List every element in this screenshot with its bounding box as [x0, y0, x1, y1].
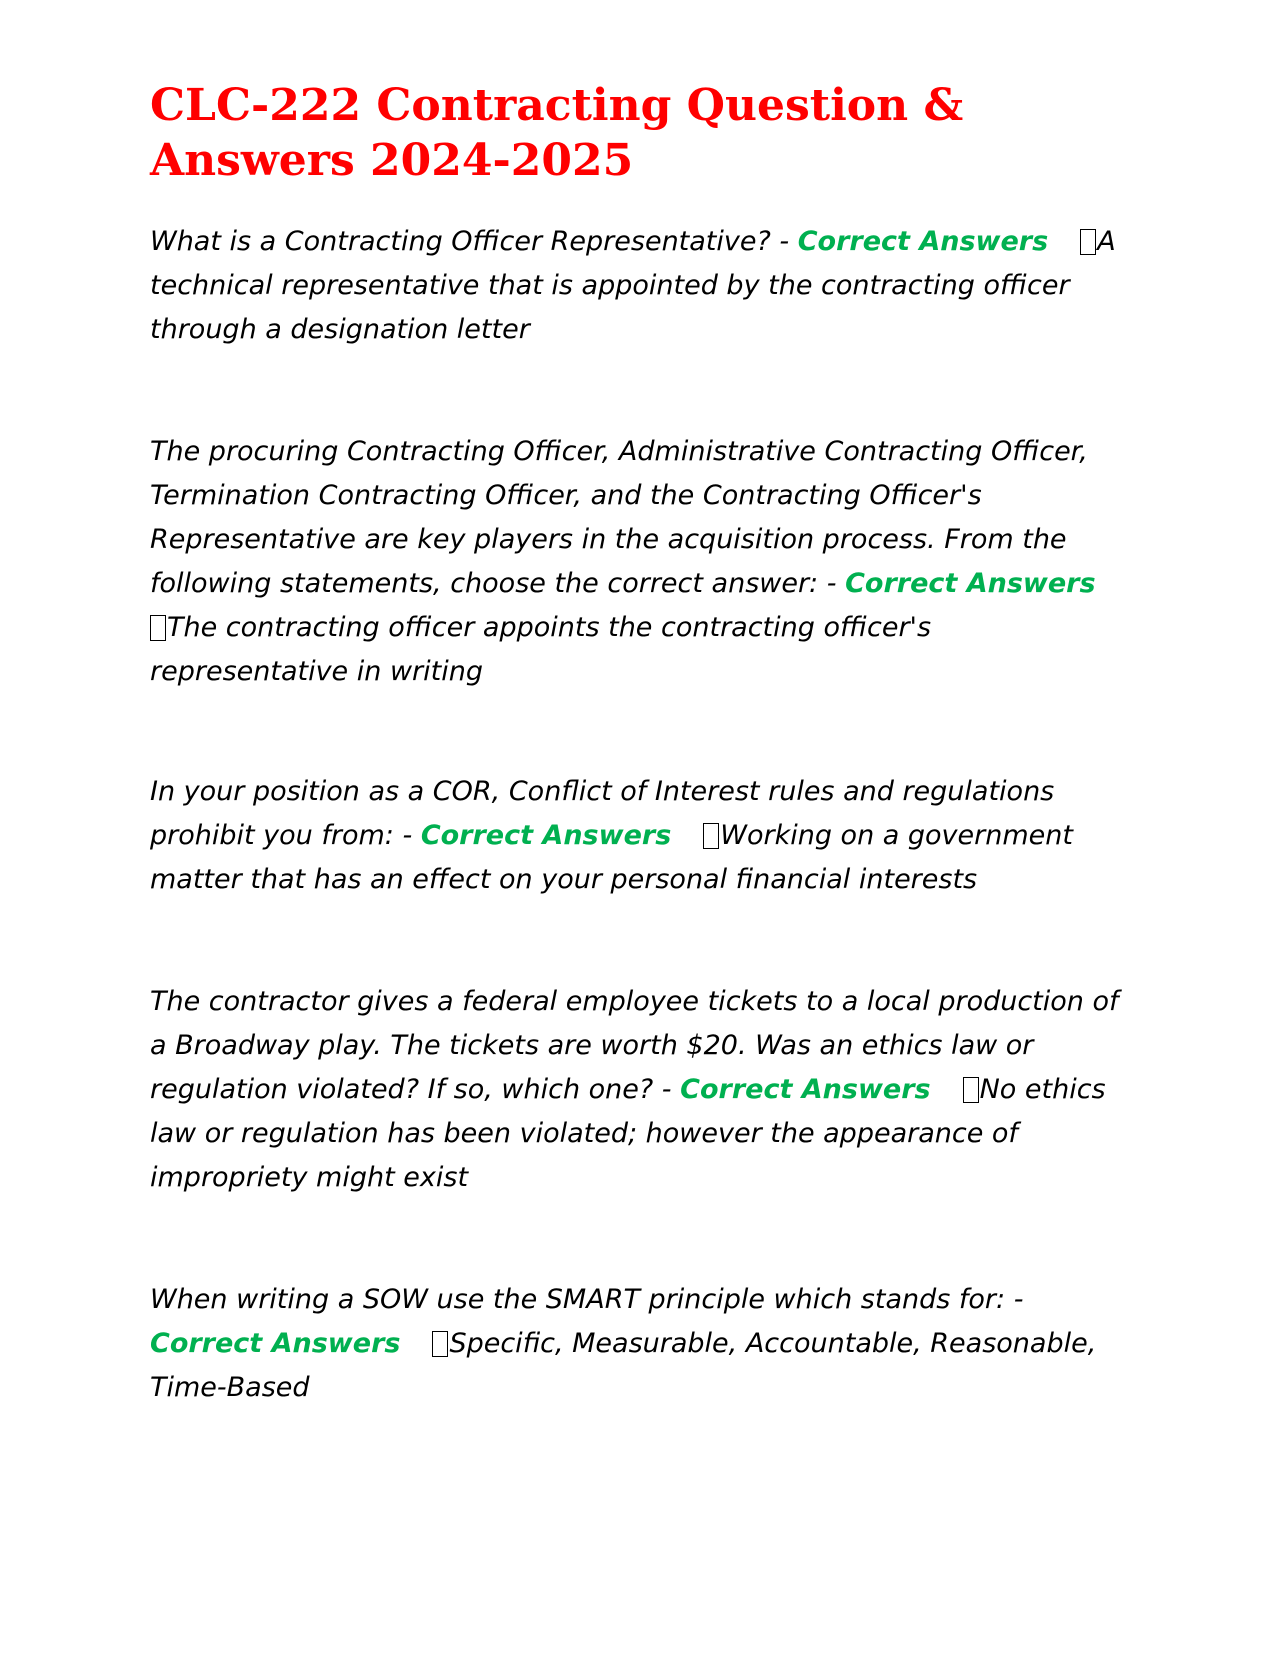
answer-text: Working on a government matter that has an effect on your personal financial interests	[150, 820, 1073, 895]
correct-answers-label: Correct Answers	[797, 226, 1049, 257]
missing-glyph-icon	[432, 1331, 448, 1357]
correct-answers-label: Correct Answers	[150, 1328, 401, 1359]
qa-item-2	[150, 430, 1120, 694]
missing-glyph-icon	[703, 823, 719, 849]
answer-text: A technical representative that is appointed by the contracting officer through a designation letter	[150, 226, 1116, 345]
qa-item-4	[150, 980, 1120, 1200]
question-text: The contractor gives a federal employee tickets to a local production of a Broadway play. The tickets are worth $20. Was an ethics law or regulation violated? If so, which one? -	[150, 986, 1119, 1105]
correct-answers-label: Correct Answers	[420, 820, 672, 851]
answer-text: The contracting officer appoints the contracting officer's representative in writing	[150, 612, 932, 687]
qa-item-5	[150, 1278, 1120, 1410]
correct-answers-label: Correct Answers	[845, 568, 1096, 599]
question-text: What is a Contracting Officer Representative? -	[150, 226, 798, 257]
question-text: The procuring Contracting Officer, Administrative Contracting Officer, Termination Contracting Officer, and the Contracting Officer's Representative are key players in the acquisition process. From the following statements, choose the correct answer: -	[150, 436, 1088, 599]
qa-item-1	[150, 220, 1120, 352]
question-text: When writing a SOW use the SMART principle which stands for: -	[150, 1284, 1024, 1315]
missing-glyph-icon	[1080, 229, 1096, 255]
qa-item-3	[150, 770, 1120, 902]
answer-text: Specific, Measurable, Accountable, Reasonable, Time-Based	[150, 1328, 1097, 1403]
question-text: In your position as a COR, Conflict of Interest rules and regulations prohibit you from: -	[150, 776, 1055, 851]
missing-glyph-icon	[150, 615, 166, 641]
missing-glyph-icon	[963, 1077, 979, 1103]
correct-answers-label: Correct Answers	[680, 1074, 931, 1105]
answer-text: No ethics law or regulation has been violated; however the appearance of impropriety might exist	[150, 1074, 1106, 1193]
document-title: CLC-222 Contracting Question & Answers 2024-2025	[150, 80, 964, 186]
